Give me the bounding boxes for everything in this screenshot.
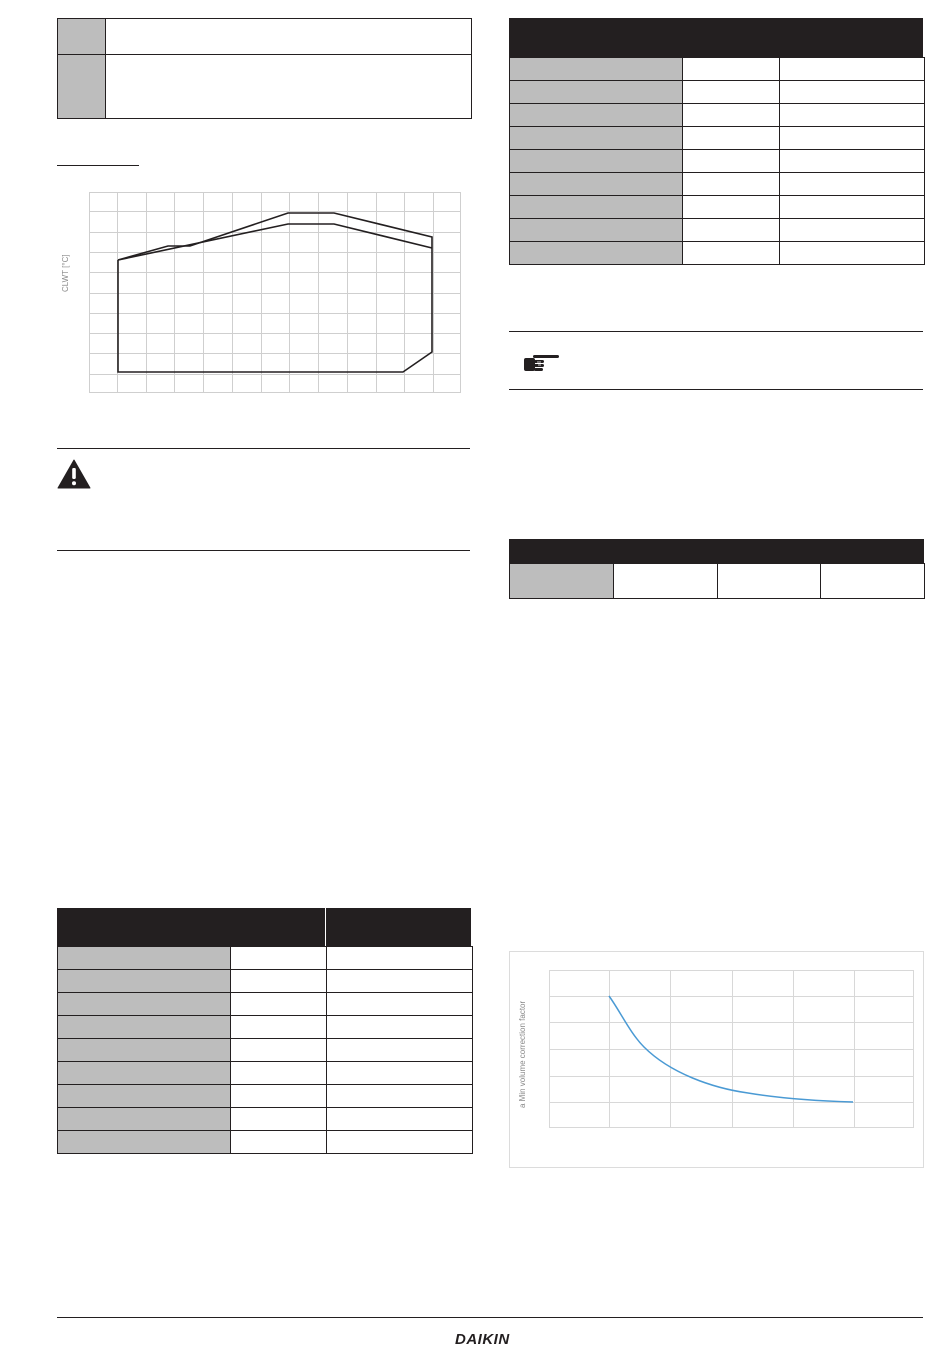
legend-key-cell-1 — [58, 19, 105, 54]
left-table — [57, 946, 473, 1154]
right-table-header — [509, 18, 923, 57]
envelope-grid — [89, 192, 461, 393]
correction-y-axis-label: a Min volume correction factor — [518, 1000, 527, 1108]
table-row — [58, 970, 473, 993]
correction-chart — [548, 969, 915, 1129]
footer-rule — [57, 1317, 923, 1318]
section-heading-underline — [57, 165, 139, 166]
table-row — [510, 564, 925, 599]
legend-row-divider — [58, 54, 471, 55]
small-table-header — [509, 539, 924, 563]
table-row — [510, 58, 925, 81]
table-row — [58, 1062, 473, 1085]
table-row — [58, 947, 473, 970]
right-table — [509, 57, 925, 265]
warning-triangle-icon — [57, 459, 91, 489]
table-row — [510, 104, 925, 127]
left-table-header — [57, 908, 471, 947]
table-row — [510, 173, 925, 196]
table-row — [510, 196, 925, 219]
note-bottom-rule — [509, 389, 923, 390]
legend-table — [57, 18, 472, 119]
envelope-chart — [88, 191, 462, 394]
table-row — [58, 993, 473, 1016]
warning-top-rule — [57, 448, 470, 449]
table-row — [58, 1108, 473, 1131]
table-row — [510, 81, 925, 104]
table-row — [58, 1131, 473, 1154]
legend-key-cell-2 — [58, 55, 105, 118]
legend-col-divider — [105, 19, 106, 118]
table-row — [510, 150, 925, 173]
left-table-header-divider — [325, 908, 326, 947]
envelope-inner-boundary — [118, 224, 432, 260]
envelope-y-axis-label: CLWT [°C] — [61, 254, 70, 292]
small-table — [509, 563, 925, 599]
table-row — [58, 1039, 473, 1062]
warning-bottom-rule — [57, 550, 470, 551]
table-row — [510, 219, 925, 242]
note-top-rule — [509, 331, 923, 332]
table-row — [510, 127, 925, 150]
correction-grid — [549, 970, 914, 1128]
daikin-logo: DAIKIN — [455, 1331, 510, 1348]
table-row — [58, 1085, 473, 1108]
table-row — [58, 1016, 473, 1039]
pointing-hand-icon — [522, 353, 562, 375]
table-row — [510, 242, 925, 265]
